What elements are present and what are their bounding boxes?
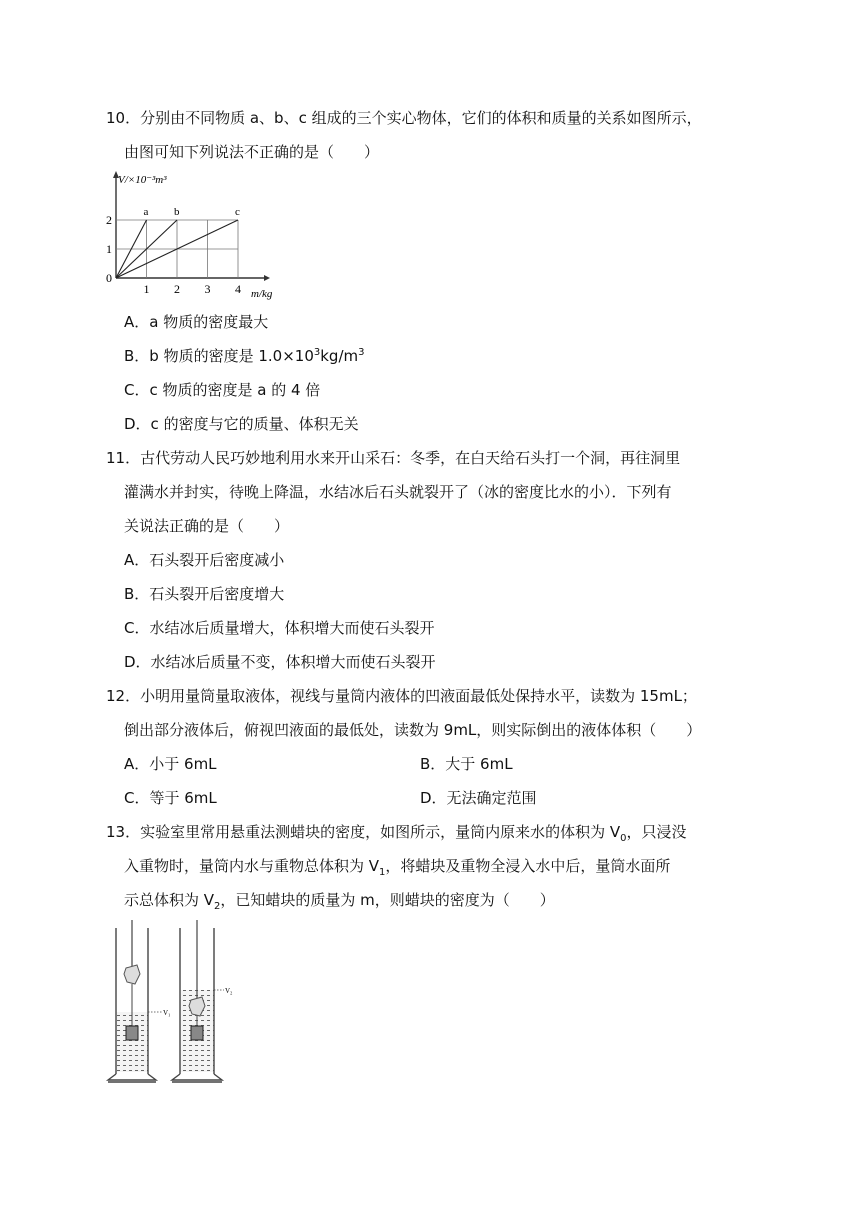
graph-line-label-c: c — [235, 206, 240, 218]
question-10-line-1 — [106, 108, 702, 128]
graph-y-label: V/×10⁻³m³ — [118, 174, 167, 186]
graph-lines — [116, 206, 240, 278]
graph-origin-label: 0 — [106, 271, 112, 285]
question-10-option-b-sup1: 3 — [313, 347, 321, 358]
question-10-line-2: 由图可知下列说法不正确的是（ ） — [124, 143, 380, 161]
question-10-option-d: D．c 的密度与它的质量、体积无关 — [124, 415, 359, 433]
graph-line-label-a: a — [143, 206, 149, 218]
graph-line-label-b: b — [174, 206, 180, 218]
question-13-text-3-post: ，已知蜡块的质量为 m，则蜡块的密度为（ ） — [220, 891, 555, 909]
question-13-sub-1: 1 — [379, 867, 386, 878]
question-10-option-b-pre: B．b 物质的密度是 1.0×10 — [124, 347, 314, 365]
question-13-text-1-pre: 实验室里常用悬重法测蜡块的密度，如图所示，量筒内原来水的体积为 V — [140, 823, 621, 841]
question-13-line-2 — [124, 856, 670, 876]
question-11-option-d: D．水结冰后质量不变，体积增大而使石头裂开 — [124, 653, 436, 671]
left-cylinder — [108, 920, 171, 1082]
question-10-option-b — [124, 346, 364, 366]
left-cylinder-mark: V₁ — [163, 1009, 171, 1017]
graph-labels — [106, 174, 273, 300]
graph-x-tick-4: 4 — [235, 282, 241, 296]
question-13-line-3 — [124, 890, 555, 910]
question-13-text-2-pre: 入重物时，量筒内水与重物总体积为 V — [124, 857, 380, 875]
question-10-option-b-sup2: 3 — [358, 347, 365, 358]
question-10-option-b-mid: kg/m — [320, 347, 359, 365]
question-13-sub-0: 0 — [620, 833, 627, 844]
cylinders-figure — [104, 918, 244, 1088]
question-11-option-c: C．水结冰后质量增大，体积增大而使石头裂开 — [124, 619, 435, 637]
question-13-number: 13． — [106, 823, 141, 841]
graph-x-tick-3: 3 — [204, 282, 211, 296]
question-10-option-c: C．c 物质的密度是 a 的 4 倍 — [124, 381, 321, 399]
question-11-text-1: 古代劳动人民巧妙地利用水来开山采石：冬季，在白天给石头打一个洞，再往洞里 — [140, 449, 681, 467]
graph-y-tick-2: 2 — [106, 213, 112, 227]
question-10-number: 10． — [106, 109, 141, 127]
question-12-option-c: C．等于 6mL — [124, 789, 217, 807]
graph-x-arrow — [264, 275, 270, 281]
left-sinker — [126, 1026, 138, 1040]
question-11-option-a: A．石头裂开后密度减小 — [124, 551, 285, 569]
question-13-text-2-post: ，将蜡块及重物全浸入水中后，量筒水面所 — [385, 857, 671, 875]
question-11-option-b: B．石头裂开后密度增大 — [124, 585, 285, 603]
question-12-line-1 — [106, 686, 697, 706]
right-cylinder — [172, 920, 233, 1082]
graph-x-label: m/kg — [251, 288, 273, 300]
left-wax-block — [124, 965, 140, 984]
question-12-number: 12． — [106, 687, 141, 705]
question-12-text-1: 小明用量筒量取液体，视线与量筒内液体的凹液面最低处保持水平，读数为 15mL； — [140, 687, 697, 705]
question-13-line-1 — [106, 822, 687, 842]
question-12-line-2: 倒出部分液体后，俯视凹液面的最低处，读数为 9mL，则实际倒出的液体体积（ ） — [124, 721, 702, 739]
graph-x-tick-1: 1 — [143, 282, 150, 296]
question-13-text-1-post: ，只浸没 — [626, 823, 687, 841]
question-10-option-a: A．a 物质的密度最大 — [124, 313, 269, 331]
right-cylinder-mark: V₂ — [225, 987, 233, 995]
question-10-text-1: 分别由不同物质 a、b、c 组成的三个实心物体，它们的体积和质量的关系如图所示， — [140, 109, 702, 127]
graph-y-tick-1: 1 — [106, 242, 112, 256]
question-11-line-1 — [106, 448, 680, 468]
question-12-option-b: B．大于 6mL — [420, 755, 513, 773]
question-11-number: 11． — [106, 449, 141, 467]
graph-x-tick-2: 2 — [174, 282, 180, 296]
graph-grid — [106, 171, 270, 296]
question-13-sub-2: 2 — [214, 901, 221, 912]
density-graph — [104, 168, 274, 304]
question-12-option-d: D．无法确定范围 — [420, 789, 537, 807]
question-11-line-2: 灌满水并封实，待晚上降温，水结冰后石头就裂开了（冰的密度比水的小）．下列有 — [124, 483, 672, 501]
question-13-text-3-pre: 示总体积为 V — [124, 891, 215, 909]
question-12-option-a: A．小于 6mL — [124, 755, 217, 773]
right-sinker — [191, 1026, 203, 1040]
question-11-line-3: 关说法正确的是（ ） — [124, 517, 290, 535]
